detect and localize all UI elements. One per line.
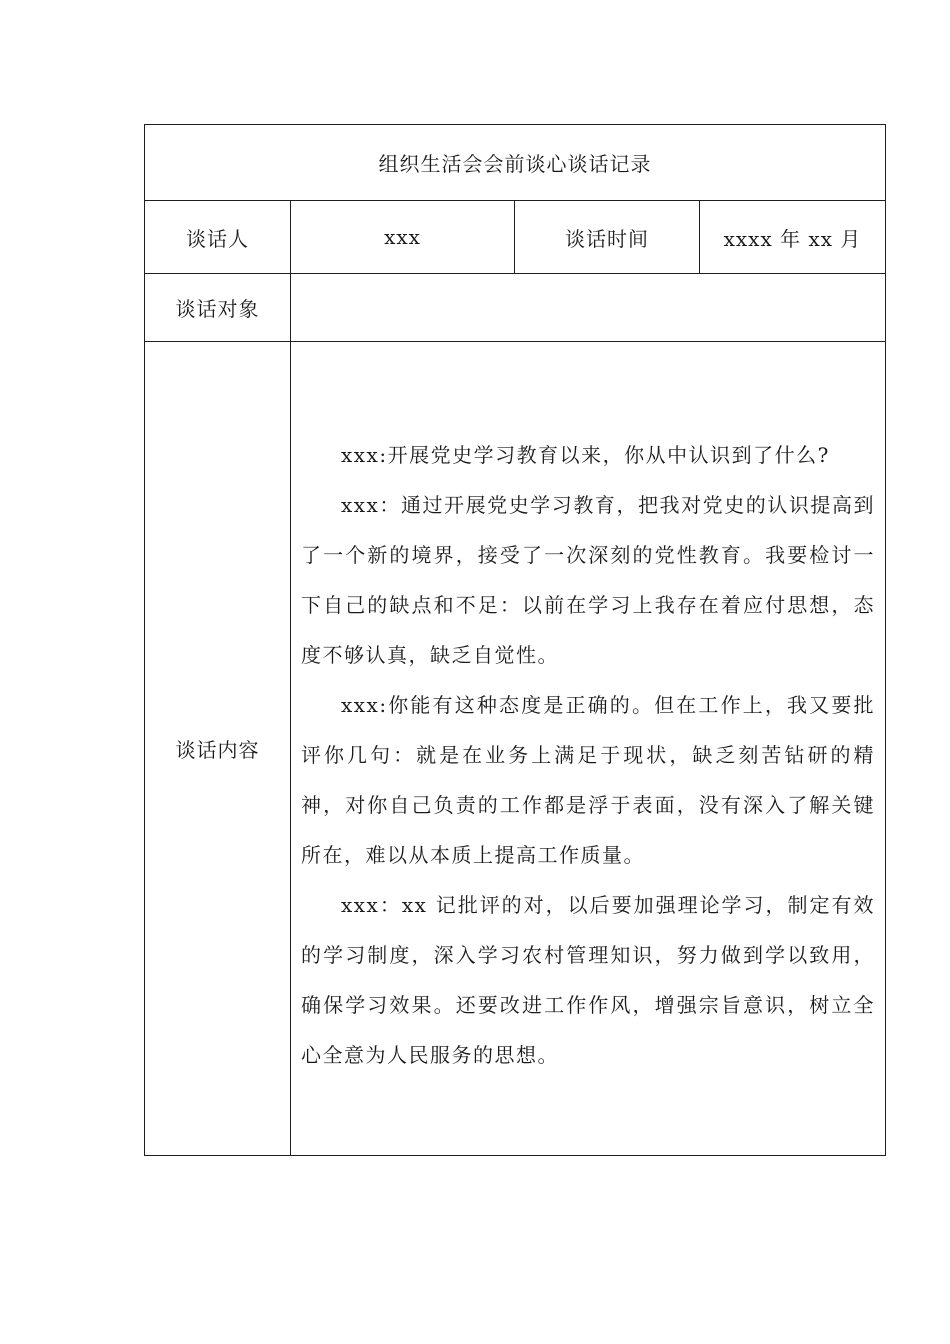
talk-record-table [144,124,886,1156]
time-value: xxxx 年 xx 月 [700,201,886,274]
content-paragraphs [301,342,875,1080]
content-body [291,342,886,1156]
content-paragraph: xxx:开展党史学习教育以来，你从中认识到了什么? [341,443,830,467]
content-paragraph: xxx：通过开展党史学习教育，把我对党史的认识提高到了一个新的境界，接受了一次深刻的党性教育。我要检讨一下自己的缺点和不足：以前在学习上我存在着应付思想，态度不够认真，缺乏自觉性。 [301,493,875,667]
time-label: 谈话时间 [515,201,700,274]
target-label: 谈话对象 [145,274,291,342]
content-label: 谈话内容 [145,342,291,1156]
document-title: 组织生活会会前谈心谈话记录 [145,125,886,201]
speaker-label: 谈话人 [145,201,291,274]
content-paragraph: xxx:你能有这种态度是正确的。但在工作上，我又要批评你几句：就是在业务上满足于现状，缺乏刻苦钻研的精神，对你自己负责的工作都是浮于表面，没有深入了解关键所在，难以从本质上提高工作质量。 [301,693,875,867]
target-value [291,274,886,342]
content-paragraph: xxx：xx 记批评的对，以后要加强理论学习，制定有效的学习制度，深入学习农村管理知识，努力做到学以致用，确保学习效果。还要改进工作作风，增强宗旨意识，树立全心全意为人民服务的思想。 [301,893,875,1067]
speaker-value: xxx [291,201,515,274]
